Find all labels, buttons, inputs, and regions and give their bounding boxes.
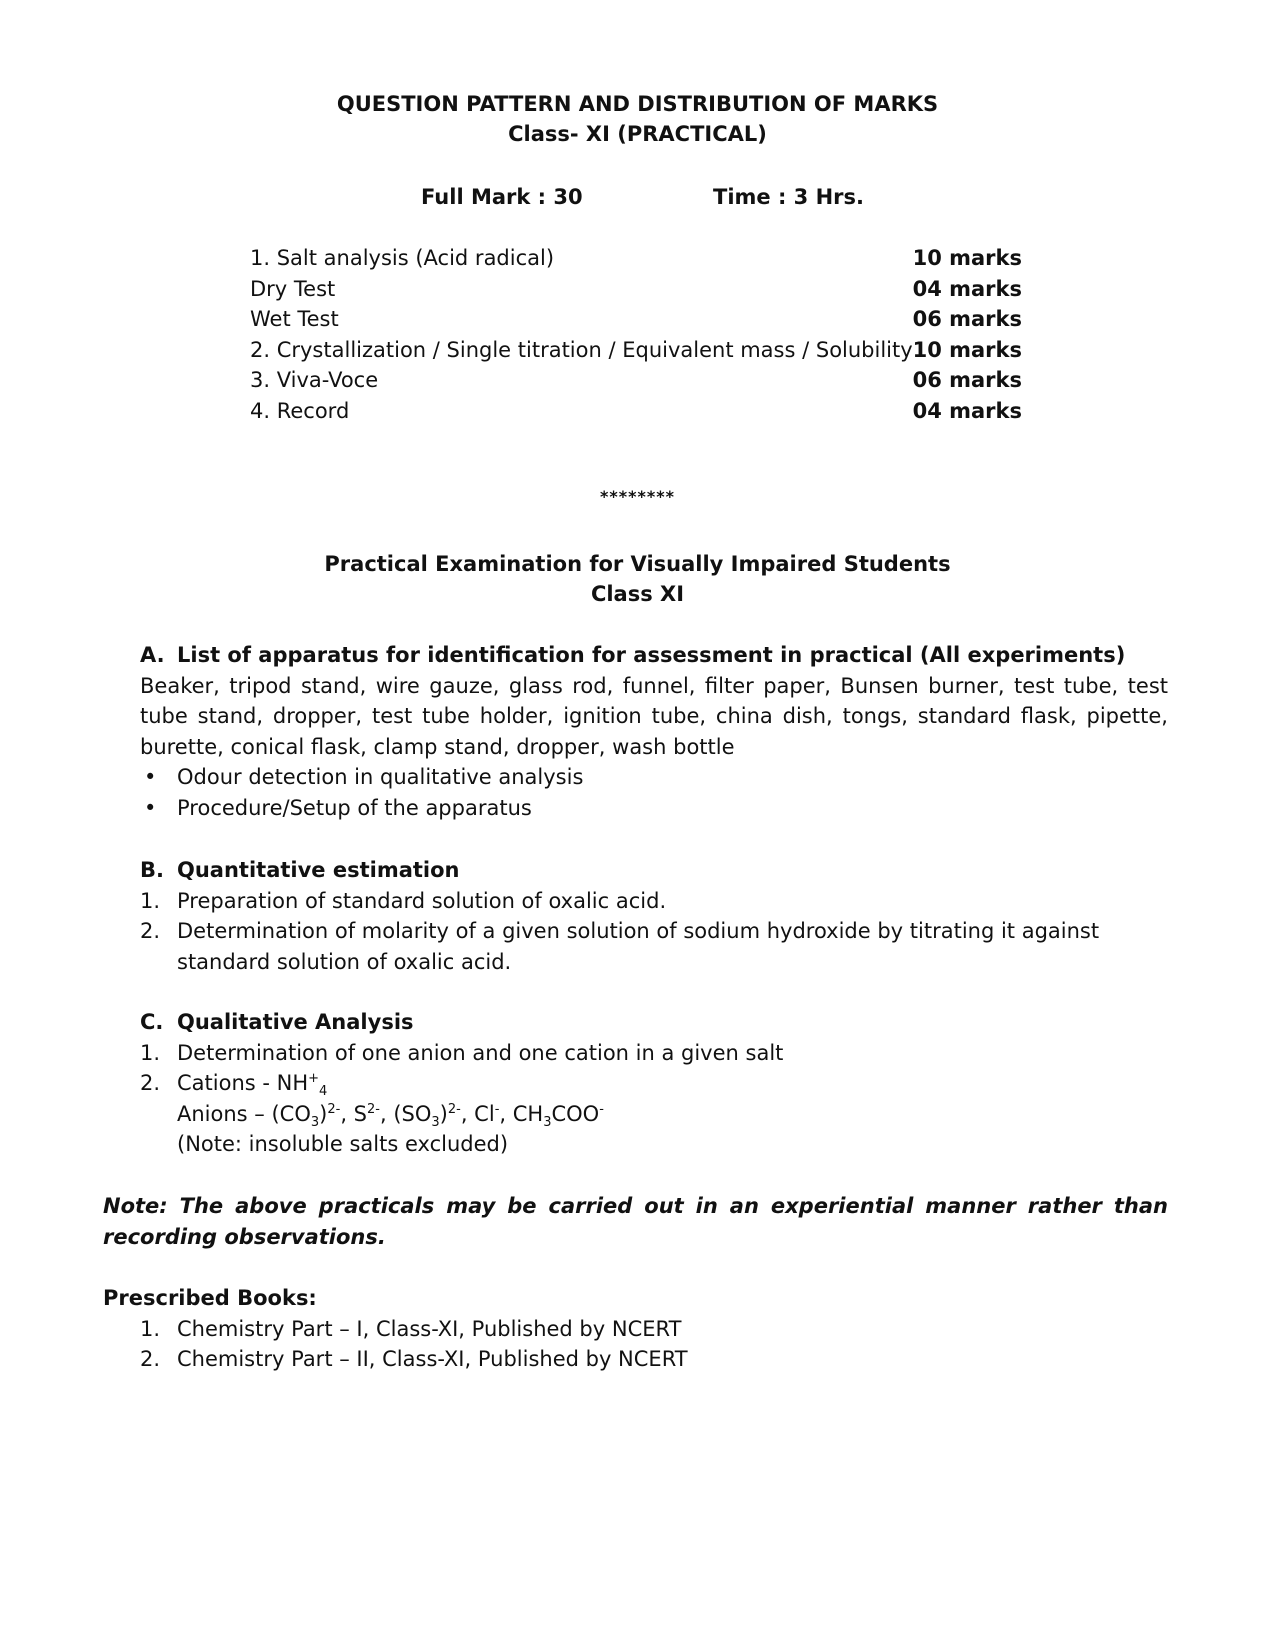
section-heading-text: Quantitative estimation — [177, 858, 460, 882]
section-letter: C. — [140, 1010, 164, 1034]
list-number: 1. — [140, 1040, 161, 1065]
anions-line — [140, 1099, 1168, 1130]
list-item — [140, 1314, 1168, 1345]
bullet-icon: • — [144, 765, 157, 790]
marks-row — [250, 396, 1022, 427]
list-number: 2. — [140, 1347, 161, 1372]
list-item-text: Odour detection in qualitative analysis — [177, 765, 584, 790]
list-item-text: Chemistry Part – I, Class-XI, Published by NCERT — [177, 1316, 682, 1341]
marks-row-value: 04 marks — [912, 398, 1022, 423]
section-letter: A. — [140, 643, 165, 667]
section-a-heading — [140, 640, 1168, 671]
section-b — [140, 855, 1168, 977]
bullet-icon: • — [144, 795, 157, 820]
superscript: 2- — [447, 1101, 461, 1117]
anions-text: Anions – (CO — [177, 1101, 311, 1126]
marks-row-value: 10 marks — [912, 246, 1022, 270]
marks-row — [250, 243, 1022, 274]
page-subtitle: Class- XI (PRACTICAL) — [508, 122, 767, 146]
list-number: 2. — [140, 919, 161, 944]
list-item — [140, 886, 1168, 917]
marks-row — [250, 335, 1022, 366]
list-item-text: Chemistry Part – II, Class-XI, Published by NCERT — [177, 1347, 688, 1372]
marks-distribution-table — [250, 243, 1022, 427]
vi-section-title: Practical Examination for Visually Impaired Students — [324, 552, 951, 576]
superscript: - — [494, 1101, 500, 1117]
list-item — [140, 1344, 1168, 1375]
superscript: 2- — [367, 1101, 380, 1117]
cations-line — [177, 1071, 328, 1100]
marks-row-value: 06 marks — [912, 307, 1022, 332]
marks-row-label: 4. Record — [250, 398, 350, 423]
section-c-note: (Note: insoluble salts excluded) — [177, 1132, 509, 1157]
list-item-text: Preparation of standard solution of oxalic acid. — [177, 888, 667, 913]
list-item — [140, 793, 1168, 824]
list-item — [140, 762, 1168, 793]
marks-row-label: 3. Viva-Voce — [250, 368, 379, 393]
superscript: 2- — [327, 1101, 341, 1117]
cations-text: Cations - NH — [177, 1071, 309, 1096]
marks-row — [250, 274, 1022, 305]
anions-text: ) — [319, 1101, 328, 1126]
anions-text: COO — [551, 1101, 600, 1126]
anions-text: , (SO — [379, 1101, 432, 1126]
superscript: + — [308, 1071, 320, 1087]
section-c — [140, 1007, 1168, 1160]
vi-section-subtitle: Class XI — [590, 582, 685, 606]
marks-row-label: Dry Test — [250, 276, 336, 301]
list-item — [140, 916, 1168, 977]
subscript: 4 — [319, 1084, 328, 1100]
marks-row-value: 10 marks — [912, 337, 1022, 362]
anions-text: , S — [340, 1101, 367, 1126]
marks-row — [250, 365, 1022, 396]
subscript: 3 — [543, 1114, 552, 1130]
anions-text: , CH — [499, 1101, 544, 1126]
list-item-text: Determination of one anion and one cation in a given salt — [177, 1040, 784, 1065]
anions-text: , Cl — [460, 1101, 495, 1126]
subscript: 3 — [310, 1114, 320, 1130]
superscript: - — [599, 1101, 604, 1117]
list-item — [140, 1038, 1168, 1069]
time-allowed: Time : 3 Hrs. — [713, 185, 864, 209]
marks-row-label: Wet Test — [250, 307, 339, 332]
section-c-heading — [140, 1007, 1168, 1038]
section-separator: ******** — [600, 487, 675, 506]
section-a — [140, 640, 1168, 824]
section-b-heading — [140, 855, 1168, 886]
list-number: 1. — [140, 1316, 161, 1341]
books-heading: Prescribed Books: — [103, 1286, 317, 1310]
prescribed-books — [103, 1283, 1168, 1375]
list-item-text: Determination of molarity of a given solution of sodium hydroxide by titrating it against standard solution of oxalic acid. — [177, 919, 1100, 974]
list-item — [140, 1068, 1168, 1099]
apparatus-list: Beaker, tripod stand, wire gauze, glass rod, funnel, filter paper, Bunsen burner, test tube, test tube stand, dropper, test tube holder, ignition tube, china dish, tongs, standard flask, pipette, burette, conical flask, clamp stand, dropper, wash bottle — [140, 673, 1168, 759]
marks-row-label: 2. Crystallization / Single titration / Equivalent mass / Solubility — [250, 337, 913, 362]
subscript: 3 — [431, 1114, 440, 1130]
section-heading-text: List of apparatus for identification for assessment in practical (All experiments) — [177, 643, 1126, 667]
full-mark: Full Mark : 30 — [421, 185, 583, 209]
section-heading-text: Qualitative Analysis — [177, 1010, 414, 1034]
anions-text: ) — [439, 1101, 448, 1126]
page-title: QUESTION PATTERN AND DISTRIBUTION OF MARKS — [336, 92, 939, 116]
marks-row-value: 06 marks — [912, 368, 1022, 393]
list-number: 1. — [140, 888, 161, 913]
list-number: 2. — [140, 1071, 161, 1096]
section-letter: B. — [140, 858, 164, 882]
marks-row-value: 04 marks — [912, 276, 1022, 301]
list-item-text: Procedure/Setup of the apparatus — [177, 795, 532, 820]
marks-row — [250, 304, 1022, 335]
experiential-note: Note: The above practicals may be carried out in an experiential manner rather than recording observations. — [103, 1194, 1168, 1249]
marks-row-label: 1. Salt analysis (Acid radical) — [250, 246, 555, 270]
